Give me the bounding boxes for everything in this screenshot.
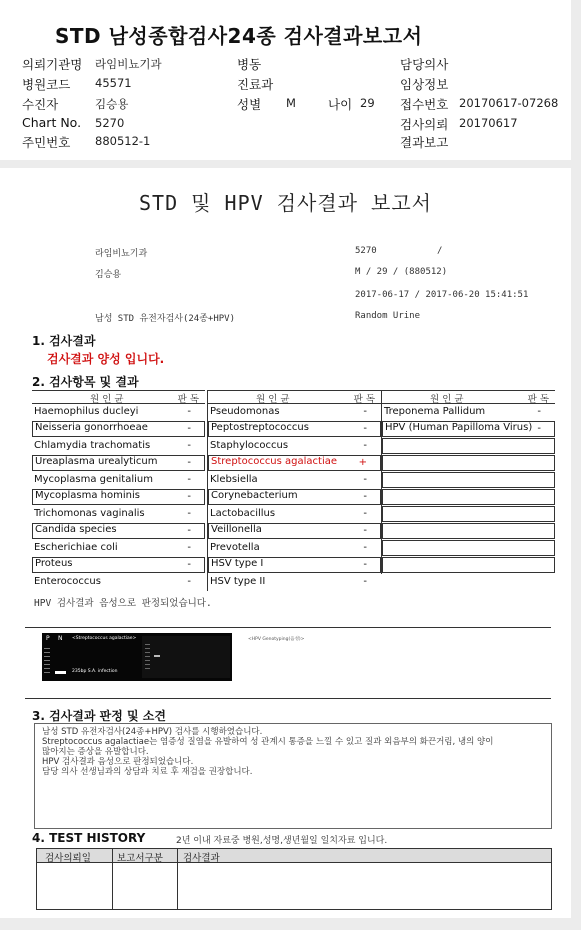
empty-cell [382,472,555,488]
column-header: 원 인 균 판 독 [208,390,381,404]
label-doctor: 담당의사 [400,57,449,72]
empty-cell [382,506,555,522]
sub-chart: 5270 [355,246,377,256]
organism-name: Treponema Pallidum [384,406,486,417]
label-ward: 병동 [237,57,262,72]
report-title: STD 남성종합검사24종 검사결과보고서 [55,24,423,48]
organism-name: HSV type I [208,557,381,573]
result-row [208,506,381,523]
opinion-line: Streptococcus agalactiae는 염증성 질염을 유발하여 성 관계시 통증을 느낄 수 있고 질과 외음부의 화끈거림, 냉의 양이 [42,737,494,747]
divider [25,627,551,628]
value-id-number: 880512-1 [95,134,151,148]
divider [25,698,551,699]
result-row [208,438,381,455]
result-row [208,574,381,591]
sub-sex-age: M / 29 / (880512) [355,267,448,277]
result-row [208,472,381,489]
organism-name: Escherichiae coli [34,542,118,553]
sub-clinic: 라임비뇨기과 [95,249,148,259]
label-request-date: 검사의뢰 [400,117,449,132]
result-row [32,421,205,438]
hpv-note: HPV 검사결과 음성으로 판정되었습니다. [34,598,212,609]
result-value: - [363,576,367,587]
empty-cell [382,540,555,556]
result-column-1 [32,390,205,591]
history-col-result: 검사결과 [183,853,220,864]
positive-result-text: 검사결과 양성 입니다. [47,352,165,366]
opinion-line: HPV 검사결과 음성으로 판정되었습니다. [42,757,194,767]
organism-name: HPV (Human Papilloma Virus) [382,421,555,437]
organism-name: Pseudomonas [210,406,280,417]
sub-report-title: STD 및 HPV 검사결과 보고서 [139,191,432,215]
label-id-number: 주민번호 [22,135,71,150]
organism-name: Mycoplasma hominis [32,489,205,505]
history-note: 2년 이내 자료중 병원,성명,생년월일 일치자료 입니다. [176,836,388,846]
result-row [32,557,205,574]
result-column-2 [207,390,381,591]
result-row [382,421,555,438]
empty-cell [382,523,555,539]
result-row [208,557,381,574]
empty-cell [382,438,555,454]
result-row [208,404,381,421]
organism-name: Corynebacterium [208,489,381,505]
result-value: + [358,457,367,468]
history-table [36,848,552,910]
organism-name: Ureaplasma urealyticum [32,455,205,471]
value-age: 29 [360,96,375,110]
section-1-title: 1. 검사결과 [32,334,96,348]
result-value: - [187,576,191,587]
value-patient: 김승용 [95,97,129,111]
result-value: - [187,457,191,468]
label-hospital-code: 병원코드 [22,77,71,92]
result-row [382,557,555,574]
result-row [32,574,205,591]
label-sex: 성별 [237,97,262,112]
result-row [32,523,205,540]
result-row [382,540,555,557]
result-row [32,506,205,523]
value-hospital-code: 45571 [95,76,132,90]
result-value: - [363,406,367,417]
gel-electrophoresis-image: P N <Streptococcus agalactiae> 235bp S.A. infection [42,633,232,681]
result-value: - [363,525,367,536]
organism-name: Prevotella [210,542,260,553]
result-row [208,455,381,472]
result-row [32,472,205,489]
opinion-box [34,723,552,829]
section-3-title: 3. 검사결과 판정 및 소견 [32,709,166,723]
organism-name: Veillonella [208,523,381,539]
result-row [208,421,381,438]
organism-name: Streptococcus agalactiae [208,455,381,471]
organism-name: Enterococcus [34,576,101,587]
result-value: - [363,440,367,451]
result-row [32,540,205,557]
result-row [382,489,555,506]
section-2-title: 2. 검사항목 및 결과 [32,375,139,389]
result-value: - [187,508,191,519]
history-col-date: 검사의뢰일 [45,853,91,864]
value-sex: M [286,96,296,110]
result-row [208,523,381,540]
result-row [32,455,205,472]
result-row [32,404,205,421]
sub-slash: / [437,246,443,256]
hpv-genotyping-caption: <HPV Genotyping(음성)> [248,637,305,642]
result-value: - [363,508,367,519]
empty-cell [382,455,555,471]
sub-test-name: 남성 STD 유전자검사(24종+HPV) [95,314,235,324]
result-row [382,523,555,540]
result-row [382,506,555,523]
organism-name: Peptostreptococcus [208,421,381,437]
organism-name: Candida species [32,523,205,539]
result-value: - [537,406,541,417]
opinion-line: 담당 의사 선생님과의 상담과 치료 후 재검을 권장합니다. [42,767,253,777]
empty-cell [382,489,555,505]
label-report-date: 결과보고 [400,135,449,150]
sub-specimen: Random Urine [355,311,421,321]
result-value: - [187,525,191,536]
label-clinical-info: 임상정보 [400,77,449,92]
empty-cell [382,557,555,573]
result-row [32,438,205,455]
column-header: 원 인 균 판 독 [32,390,205,404]
organism-name: Chlamydia trachomatis [34,440,151,451]
value-request-date: 20170617 [459,116,518,130]
result-row [382,455,555,472]
sub-patient: 김승용 [95,270,122,280]
result-row [382,404,555,421]
organism-name: Haemophilus ducleyi [34,406,139,417]
result-row [382,472,555,489]
organism-name: Staphylococcus [210,440,289,451]
label-department: 진료과 [237,77,274,92]
result-value: - [537,423,541,434]
result-row [208,540,381,557]
history-col-type: 보고서구분 [117,853,163,864]
label-age: 나이 [328,97,353,112]
result-column-3 [381,390,555,574]
result-value: - [363,423,367,434]
organism-name: HSV type II [210,576,266,587]
result-value: - [363,542,367,553]
result-value: - [187,440,191,451]
section-4-title: 4. TEST HISTORY [32,831,146,845]
result-row [382,438,555,455]
result-value: - [187,542,191,553]
organism-name: Neisseria gonorrhoeae [32,421,205,437]
value-chart-no: 5270 [95,116,125,130]
label-chart-no: Chart No. [22,115,82,130]
result-row [32,489,205,506]
result-value: - [363,474,367,485]
result-value: - [363,559,367,570]
page-separator [0,160,571,168]
value-clinic: 라임비뇨기과 [95,57,162,71]
result-row [208,489,381,506]
result-value: - [363,491,367,502]
organism-name: Klebsiella [210,474,258,485]
organism-name: Lactobacillus [210,508,276,519]
sub-dates: 2017-06-17 / 2017-06-20 15:41:51 [355,290,529,300]
result-value: - [187,474,191,485]
result-value: - [187,406,191,417]
organism-name: Trichomonas vaginalis [34,508,145,519]
result-value: - [187,491,191,502]
opinion-line: 많아지는 증상을 유발합니다. [42,747,149,757]
label-clinic: 의뢰기관명 [22,57,83,72]
label-receipt-no: 접수번호 [400,97,449,112]
organism-name: Mycoplasma genitalium [34,474,153,485]
opinion-line: 남성 STD 유전자검사(24종+HPV) 검사를 시행하였습니다. [42,727,263,737]
column-header: 원 인 균 판 독 [382,390,555,404]
label-patient: 수진자 [22,97,59,112]
organism-name: Proteus [32,557,205,573]
result-value: - [187,423,191,434]
result-value: - [187,559,191,570]
value-receipt-no: 20170617-07268 [459,96,559,110]
